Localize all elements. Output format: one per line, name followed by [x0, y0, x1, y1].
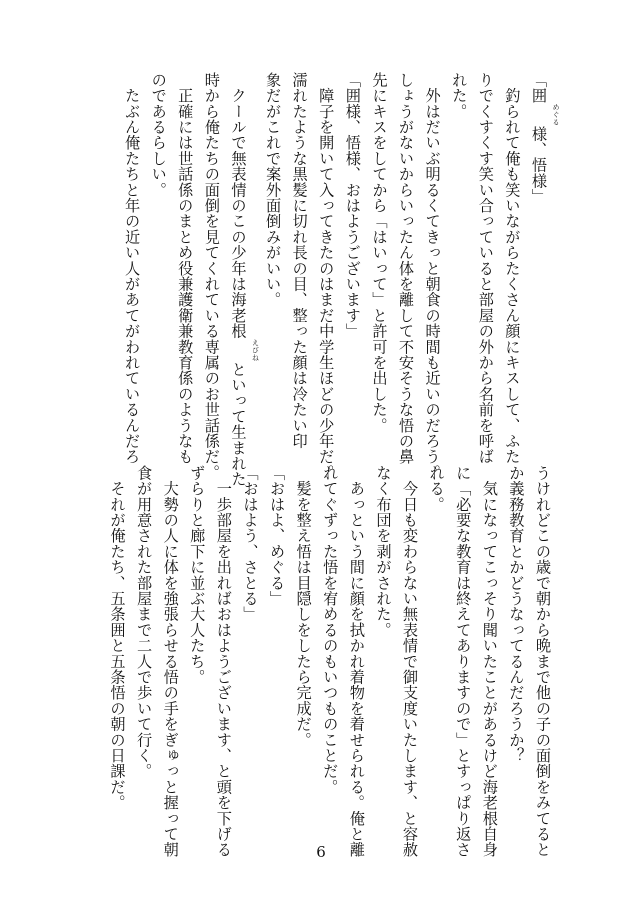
text-line: たぶん俺たちと年の近い人があてがわれているんだろ [123, 72, 142, 465]
text-line: 先にキスをしてから「はいって」と許可を出した。 [370, 72, 389, 434]
text-line: のであるらしい。 [149, 72, 168, 198]
text-line: 「囲様、悟様、おはようございます」 [343, 72, 362, 339]
text-line: 「囲めぐる様、悟様」 [530, 72, 560, 205]
text-line: りでくすくす笑い合っていると部屋の外から名前を呼ば [476, 72, 495, 465]
text-line: 一歩部屋を出ればおはようございます、と頭を下げる [214, 465, 233, 858]
text-line: に「必要な教育は終えてありますので」とすっぱり返さ [454, 465, 473, 858]
text-line: 時から俺たちの面倒を見てくれている専属のお世話係だ。 [202, 72, 221, 481]
text-line: 今日も変わらない無表情で御支度いたします、と容赦 [401, 465, 420, 858]
text-line: 気になってこっそり聞いたことがあるけど海老根自身 [480, 465, 499, 858]
upper-text-block [119, 72, 561, 488]
text-line: 釣られて俺も笑いながらたくさん顔にキスして、ふた [503, 72, 522, 465]
text-line: 髪を整え悟は目隠しをしたら完成だ。 [294, 465, 313, 748]
text-line: なく布団を剥がされた。 [374, 465, 393, 638]
lower-text-block [104, 465, 556, 858]
text-line: 象だがこれで案外面倒みがいい。 [264, 72, 283, 308]
text-line: 大勢の人に体を強張らせる悟の手をぎゅっと握って朝 [161, 465, 180, 858]
text-line: あっという間に顔を拭かれ着物を着せられる。俺と離 [347, 465, 366, 858]
text-line: 「おはよ、めぐる」 [268, 465, 287, 607]
text-line: か義務教育とかどうなってるんだろうか？ [507, 465, 526, 764]
text-line: れる。 [427, 465, 446, 513]
text-line: 「おはよう、さとる」 [241, 465, 260, 622]
text-line: しょうがないからいったん体を離して不安そうな悟の鼻 [397, 72, 416, 465]
text-line: 外はだいぶ明るくてきっと朝食の時間も近いのだろう。 [423, 72, 442, 481]
text-line: クールで無表情のこの少年は海老根えびねといって生まれた [229, 72, 260, 488]
text-line: 障子を開いて入ってきたのはまだ中学生ほどの少年だ。 [317, 72, 336, 481]
text-line: れてぐずった悟を宥めるのもいつものことだ。 [321, 465, 340, 795]
text-line: 正確には世話係のまとめ役兼護衛兼教育係のようなも [176, 72, 195, 465]
text-line: ずらりと廊下に並ぶ大人たち。 [188, 465, 207, 685]
page-number: 6 [316, 843, 326, 861]
text-line: それが俺たち、五条囲と五条悟の朝の日課だ。 [108, 465, 127, 811]
text-line: 濡れたような黒髪に切れ長の目、整った顔は冷たい印 [290, 72, 309, 449]
text-line: れた。 [450, 72, 469, 120]
text-line: うけれどこの歳で朝から晩まで他の子の面倒をみてると [534, 465, 552, 858]
text-line: 食が用意された部屋まで二人で歩いて行く。 [135, 465, 154, 779]
